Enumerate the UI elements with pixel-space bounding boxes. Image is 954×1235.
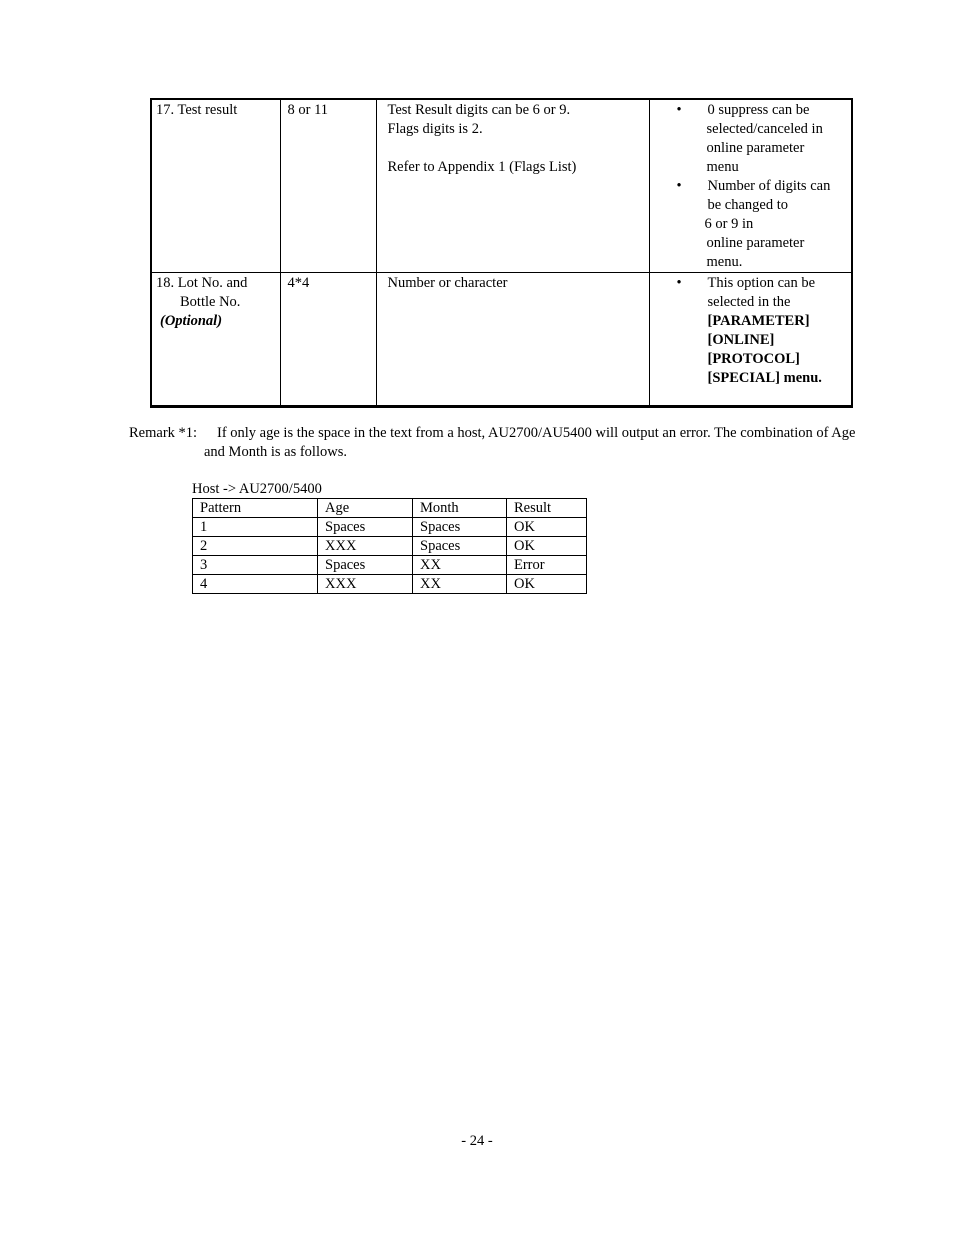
table-cell: XXX — [318, 537, 413, 556]
table-cell: XXX — [318, 575, 413, 594]
remark-text: If only age is the space in the text from a host, AU2700/AU5400 will output an error. The combination of Age — [217, 425, 856, 441]
table-row — [193, 537, 587, 556]
table-row — [151, 273, 852, 407]
table-row — [193, 518, 587, 537]
description-line: Refer to Appendix 1 (Flags List) — [387, 159, 577, 175]
table-cell: Spaces — [318, 518, 413, 537]
remark-text-cont: and Month is as follows. — [204, 444, 347, 460]
optional-label: (Optional) — [160, 313, 223, 329]
table-cell: Spaces — [413, 518, 507, 537]
column-header: Pattern — [193, 499, 318, 518]
field-size: 8 or 11 — [287, 102, 329, 118]
notes-list — [654, 274, 848, 388]
description-line: Number or character — [387, 275, 508, 291]
table-cell: 1 — [193, 518, 318, 537]
list-item: • This option can be selected in the [PARAMETER] [ONLINE] [PROTOCOL] [SPECIAL] menu. — [654, 274, 848, 388]
table-header-row — [193, 499, 587, 518]
size-cell — [280, 99, 376, 273]
table-cell: XX — [413, 556, 507, 575]
age-month-table — [192, 498, 587, 594]
column-header: Month — [413, 499, 507, 518]
table-cell: 2 — [193, 537, 318, 556]
table-cell: XX — [413, 575, 507, 594]
field-spec-table — [150, 98, 853, 408]
size-cell — [280, 273, 376, 407]
field-name: 18. Lot No. and — [156, 275, 248, 291]
host-table-caption: Host -> AU2700/5400 — [192, 481, 322, 497]
table-row — [193, 575, 587, 594]
field-name: 17. Test result — [156, 102, 238, 118]
notes-list — [654, 101, 848, 272]
table-cell: 3 — [193, 556, 318, 575]
field-name-cell — [151, 99, 280, 273]
table-cell: Spaces — [318, 556, 413, 575]
table-cell: OK — [507, 537, 587, 556]
remark-paragraph — [129, 424, 919, 462]
description-line: Test Result digits can be 6 or 9. — [387, 102, 571, 118]
field-name-cont: Bottle No. — [180, 294, 241, 310]
description-cell — [376, 273, 649, 407]
remark-label: Remark *1: — [129, 425, 198, 441]
table-cell: 4 — [193, 575, 318, 594]
field-size: 4*4 — [287, 275, 310, 291]
table-cell: OK — [507, 575, 587, 594]
page-number: - 24 - — [461, 1133, 493, 1149]
description-cell — [376, 99, 649, 273]
table-cell: Spaces — [413, 537, 507, 556]
description-line: Flags digits is 2. — [387, 121, 483, 137]
notes-cell — [649, 99, 852, 273]
list-item: • 0 suppress can be selected/canceled in online parameter menu — [654, 101, 848, 177]
field-name-cell — [151, 273, 280, 407]
table-row — [151, 99, 852, 273]
column-header: Age — [318, 499, 413, 518]
table-row — [193, 556, 587, 575]
notes-cell — [649, 273, 852, 407]
table-cell: Error — [507, 556, 587, 575]
list-item: • Number of digits can be changed to 6 or 9 in online parameter menu. — [654, 177, 848, 272]
column-header: Result — [507, 499, 587, 518]
table-cell: OK — [507, 518, 587, 537]
